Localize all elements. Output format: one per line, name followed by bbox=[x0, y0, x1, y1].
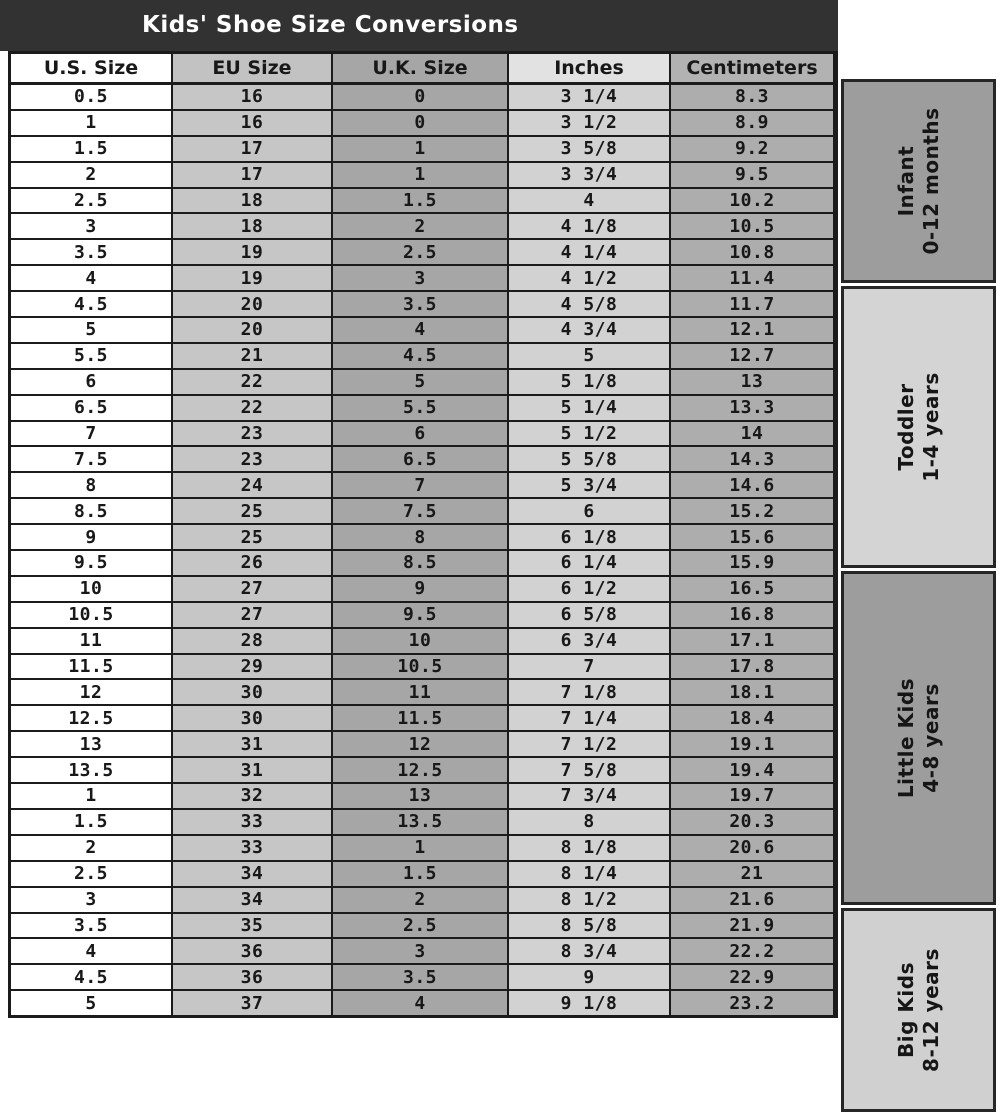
cell: 14.3 bbox=[671, 447, 833, 471]
cell: 27 bbox=[173, 603, 333, 627]
cell: 23 bbox=[173, 447, 333, 471]
cell: 13 bbox=[671, 370, 833, 394]
cell: 5.5 bbox=[11, 344, 173, 368]
cell: 10.5 bbox=[333, 655, 509, 679]
cell: 3.5 bbox=[333, 292, 509, 316]
cell: 30 bbox=[173, 706, 333, 730]
cell: 31 bbox=[173, 732, 333, 756]
cell: 20 bbox=[173, 292, 333, 316]
column-header-u-k-size: U.K. Size bbox=[333, 54, 509, 82]
cell: 6.5 bbox=[333, 447, 509, 471]
cell: 3 1/4 bbox=[509, 85, 671, 109]
cell: 7 bbox=[11, 422, 173, 446]
cell: 9.5 bbox=[11, 551, 173, 575]
cell: 1 bbox=[11, 111, 173, 135]
table-row bbox=[11, 991, 835, 1015]
cell: 8 1/4 bbox=[509, 862, 671, 886]
cell: 9 bbox=[509, 965, 671, 989]
cell: 8 1/8 bbox=[509, 836, 671, 860]
cell: 13.3 bbox=[671, 396, 833, 420]
table-row bbox=[11, 344, 835, 370]
cell: 2 bbox=[11, 163, 173, 187]
cell: 2.5 bbox=[333, 240, 509, 264]
column-header-eu-size: EU Size bbox=[173, 54, 333, 82]
cell: 1 bbox=[11, 784, 173, 808]
age-group-sidebar bbox=[841, 0, 996, 1072]
cell: 4 5/8 bbox=[509, 292, 671, 316]
age-group-label: Big Kids 8-12 years bbox=[893, 947, 943, 1072]
cell: 3 bbox=[333, 939, 509, 963]
cell: 16.5 bbox=[671, 577, 833, 601]
cell: 17.1 bbox=[671, 629, 833, 653]
cell: 8.9 bbox=[671, 111, 833, 135]
cell: 12 bbox=[333, 732, 509, 756]
table-row bbox=[11, 318, 835, 344]
cell: 33 bbox=[173, 836, 333, 860]
cell: 15.6 bbox=[671, 525, 833, 549]
cell: 19.7 bbox=[671, 784, 833, 808]
cell: 26 bbox=[173, 551, 333, 575]
cell: 4 3/4 bbox=[509, 318, 671, 342]
cell: 29 bbox=[173, 655, 333, 679]
cell: 4 bbox=[333, 318, 509, 342]
table-row bbox=[11, 240, 835, 266]
cell: 7 bbox=[509, 655, 671, 679]
table-row bbox=[11, 266, 835, 292]
cell: 25 bbox=[173, 525, 333, 549]
cell: 17.8 bbox=[671, 655, 833, 679]
cell: 11 bbox=[333, 680, 509, 704]
cell: 17 bbox=[173, 163, 333, 187]
table-row bbox=[11, 784, 835, 810]
cell: 9.5 bbox=[671, 163, 833, 187]
cell: 20.3 bbox=[671, 810, 833, 834]
table-row bbox=[11, 163, 835, 189]
table-row bbox=[11, 706, 835, 732]
cell: 5 bbox=[333, 370, 509, 394]
cell: 8 bbox=[11, 473, 173, 497]
cell: 5 5/8 bbox=[509, 447, 671, 471]
cell: 33 bbox=[173, 810, 333, 834]
cell: 1.5 bbox=[333, 862, 509, 886]
cell: 16.8 bbox=[671, 603, 833, 627]
cell: 24 bbox=[173, 473, 333, 497]
cell: 2.5 bbox=[333, 914, 509, 938]
cell: 7 1/8 bbox=[509, 680, 671, 704]
cell: 19.1 bbox=[671, 732, 833, 756]
column-header-centimeters: Centimeters bbox=[671, 54, 833, 82]
age-group-big-kids bbox=[841, 908, 996, 1112]
cell: 32 bbox=[173, 784, 333, 808]
cell: 1.5 bbox=[11, 810, 173, 834]
cell: 7 bbox=[333, 473, 509, 497]
chart-title: Kids' Shoe Size Conversions bbox=[142, 12, 519, 38]
cell: 35 bbox=[173, 914, 333, 938]
cell: 7 5/8 bbox=[509, 758, 671, 782]
column-header-u-s-size: U.S. Size bbox=[11, 54, 173, 82]
cell: 22.9 bbox=[671, 965, 833, 989]
table-row bbox=[11, 473, 835, 499]
table-row bbox=[11, 914, 835, 940]
cell: 18 bbox=[173, 189, 333, 213]
cell: 3 1/2 bbox=[509, 111, 671, 135]
cell: 21 bbox=[671, 862, 833, 886]
cell: 3 bbox=[333, 266, 509, 290]
cell: 16 bbox=[173, 111, 333, 135]
cell: 9 bbox=[11, 525, 173, 549]
cell: 27 bbox=[173, 577, 333, 601]
cell: 9.2 bbox=[671, 137, 833, 161]
cell: 20.6 bbox=[671, 836, 833, 860]
cell: 2 bbox=[333, 888, 509, 912]
cell: 22.2 bbox=[671, 939, 833, 963]
cell: 8 1/2 bbox=[509, 888, 671, 912]
table-row bbox=[11, 810, 835, 836]
cell: 13 bbox=[333, 784, 509, 808]
table-row bbox=[11, 214, 835, 240]
cell: 36 bbox=[173, 965, 333, 989]
cell: 19 bbox=[173, 266, 333, 290]
cell: 6 bbox=[11, 370, 173, 394]
cell: 10.5 bbox=[671, 214, 833, 238]
age-group-label: Infant 0-12 months bbox=[893, 107, 943, 255]
cell: 3.5 bbox=[11, 240, 173, 264]
cell: 8 3/4 bbox=[509, 939, 671, 963]
table-row bbox=[11, 577, 835, 603]
cell: 11 bbox=[11, 629, 173, 653]
title-bar bbox=[0, 0, 838, 51]
cell: 4 bbox=[509, 189, 671, 213]
cell: 0 bbox=[333, 85, 509, 109]
cell: 4 bbox=[11, 266, 173, 290]
cell: 6 1/2 bbox=[509, 577, 671, 601]
cell: 22 bbox=[173, 396, 333, 420]
cell: 3 5/8 bbox=[509, 137, 671, 161]
cell: 0.5 bbox=[11, 85, 173, 109]
cell: 8.5 bbox=[333, 551, 509, 575]
cell: 7 1/4 bbox=[509, 706, 671, 730]
cell: 13 bbox=[11, 732, 173, 756]
cell: 23 bbox=[173, 422, 333, 446]
cell: 6 3/4 bbox=[509, 629, 671, 653]
cell: 5 bbox=[11, 318, 173, 342]
table-row bbox=[11, 939, 835, 965]
cell: 25 bbox=[173, 499, 333, 523]
table-row bbox=[11, 370, 835, 396]
cell: 1 bbox=[333, 836, 509, 860]
cell: 9.5 bbox=[333, 603, 509, 627]
table-row bbox=[11, 447, 835, 473]
table-row bbox=[11, 499, 835, 525]
cell: 2.5 bbox=[11, 189, 173, 213]
age-group-toddler bbox=[841, 286, 996, 568]
cell: 8.5 bbox=[11, 499, 173, 523]
age-group-little-kids bbox=[841, 571, 996, 905]
cell: 8 bbox=[509, 810, 671, 834]
cell: 12 bbox=[11, 680, 173, 704]
cell: 2 bbox=[11, 836, 173, 860]
cell: 23.2 bbox=[671, 991, 833, 1015]
cell: 4.5 bbox=[333, 344, 509, 368]
table-row bbox=[11, 680, 835, 706]
cell: 5 1/4 bbox=[509, 396, 671, 420]
cell: 10 bbox=[11, 577, 173, 601]
table-row bbox=[11, 888, 835, 914]
table-row bbox=[11, 862, 835, 888]
cell: 4 bbox=[333, 991, 509, 1015]
cell: 1 bbox=[333, 163, 509, 187]
cell: 36 bbox=[173, 939, 333, 963]
cell: 3 bbox=[11, 888, 173, 912]
cell: 10.2 bbox=[671, 189, 833, 213]
cell: 12.1 bbox=[671, 318, 833, 342]
column-header-inches: Inches bbox=[509, 54, 671, 82]
cell: 17 bbox=[173, 137, 333, 161]
table-row bbox=[11, 655, 835, 681]
cell: 1 bbox=[333, 137, 509, 161]
cell: 8 5/8 bbox=[509, 914, 671, 938]
cell: 2.5 bbox=[11, 862, 173, 886]
cell: 5 3/4 bbox=[509, 473, 671, 497]
cell: 16 bbox=[173, 85, 333, 109]
cell: 37 bbox=[173, 991, 333, 1015]
cell: 10 bbox=[333, 629, 509, 653]
cell: 14.6 bbox=[671, 473, 833, 497]
cell: 0 bbox=[333, 111, 509, 135]
table-row bbox=[11, 422, 835, 448]
cell: 8 bbox=[333, 525, 509, 549]
cell: 5.5 bbox=[333, 396, 509, 420]
cell: 7 1/2 bbox=[509, 732, 671, 756]
cell: 4 bbox=[11, 939, 173, 963]
table-row bbox=[11, 629, 835, 655]
cell: 34 bbox=[173, 888, 333, 912]
table-header-row bbox=[11, 54, 835, 85]
cell: 11.5 bbox=[333, 706, 509, 730]
cell: 28 bbox=[173, 629, 333, 653]
age-group-label: Toddler 1-4 years bbox=[893, 372, 943, 482]
cell: 11.4 bbox=[671, 266, 833, 290]
cell: 34 bbox=[173, 862, 333, 886]
table-row bbox=[11, 603, 835, 629]
cell: 21 bbox=[173, 344, 333, 368]
cell: 7.5 bbox=[333, 499, 509, 523]
cell: 21.9 bbox=[671, 914, 833, 938]
cell: 22 bbox=[173, 370, 333, 394]
cell: 19.4 bbox=[671, 758, 833, 782]
cell: 9 bbox=[333, 577, 509, 601]
cell: 10.5 bbox=[11, 603, 173, 627]
cell: 4.5 bbox=[11, 292, 173, 316]
cell: 12.7 bbox=[671, 344, 833, 368]
cell: 13.5 bbox=[11, 758, 173, 782]
cell: 1.5 bbox=[11, 137, 173, 161]
cell: 7 3/4 bbox=[509, 784, 671, 808]
cell: 15.2 bbox=[671, 499, 833, 523]
table-row bbox=[11, 396, 835, 422]
table-row bbox=[11, 85, 835, 111]
cell: 10.8 bbox=[671, 240, 833, 264]
cell: 6.5 bbox=[11, 396, 173, 420]
table-row bbox=[11, 189, 835, 215]
table-row bbox=[11, 111, 835, 137]
cell: 14 bbox=[671, 422, 833, 446]
cell: 1.5 bbox=[333, 189, 509, 213]
cell: 3 3/4 bbox=[509, 163, 671, 187]
cell: 9 1/8 bbox=[509, 991, 671, 1015]
cell: 18.1 bbox=[671, 680, 833, 704]
table-row bbox=[11, 836, 835, 862]
cell: 6 5/8 bbox=[509, 603, 671, 627]
cell: 4 1/8 bbox=[509, 214, 671, 238]
cell: 11.7 bbox=[671, 292, 833, 316]
cell: 12.5 bbox=[333, 758, 509, 782]
table-row bbox=[11, 292, 835, 318]
cell: 19 bbox=[173, 240, 333, 264]
table-row bbox=[11, 525, 835, 551]
cell: 6 1/4 bbox=[509, 551, 671, 575]
cell: 8.3 bbox=[671, 85, 833, 109]
cell: 4 1/2 bbox=[509, 266, 671, 290]
cell: 3.5 bbox=[333, 965, 509, 989]
cell: 15.9 bbox=[671, 551, 833, 575]
table-body bbox=[11, 85, 835, 1015]
cell: 4.5 bbox=[11, 965, 173, 989]
conversion-table bbox=[8, 51, 838, 1018]
cell: 20 bbox=[173, 318, 333, 342]
age-group-infant bbox=[841, 79, 996, 283]
cell: 6 bbox=[333, 422, 509, 446]
cell: 4 1/4 bbox=[509, 240, 671, 264]
cell: 3 bbox=[11, 214, 173, 238]
age-group-label: Little Kids 4-8 years bbox=[893, 677, 943, 799]
cell: 18.4 bbox=[671, 706, 833, 730]
cell: 5 bbox=[509, 344, 671, 368]
cell: 7.5 bbox=[11, 447, 173, 471]
cell: 13.5 bbox=[333, 810, 509, 834]
table-row bbox=[11, 758, 835, 784]
table-row bbox=[11, 551, 835, 577]
cell: 6 bbox=[509, 499, 671, 523]
cell: 11.5 bbox=[11, 655, 173, 679]
cell: 5 1/8 bbox=[509, 370, 671, 394]
cell: 5 bbox=[11, 991, 173, 1015]
table-row bbox=[11, 732, 835, 758]
cell: 2 bbox=[333, 214, 509, 238]
cell: 5 1/2 bbox=[509, 422, 671, 446]
table-row bbox=[11, 137, 835, 163]
cell: 21.6 bbox=[671, 888, 833, 912]
cell: 12.5 bbox=[11, 706, 173, 730]
cell: 30 bbox=[173, 680, 333, 704]
cell: 18 bbox=[173, 214, 333, 238]
cell: 3.5 bbox=[11, 914, 173, 938]
cell: 31 bbox=[173, 758, 333, 782]
cell: 6 1/8 bbox=[509, 525, 671, 549]
table-row bbox=[11, 965, 835, 991]
